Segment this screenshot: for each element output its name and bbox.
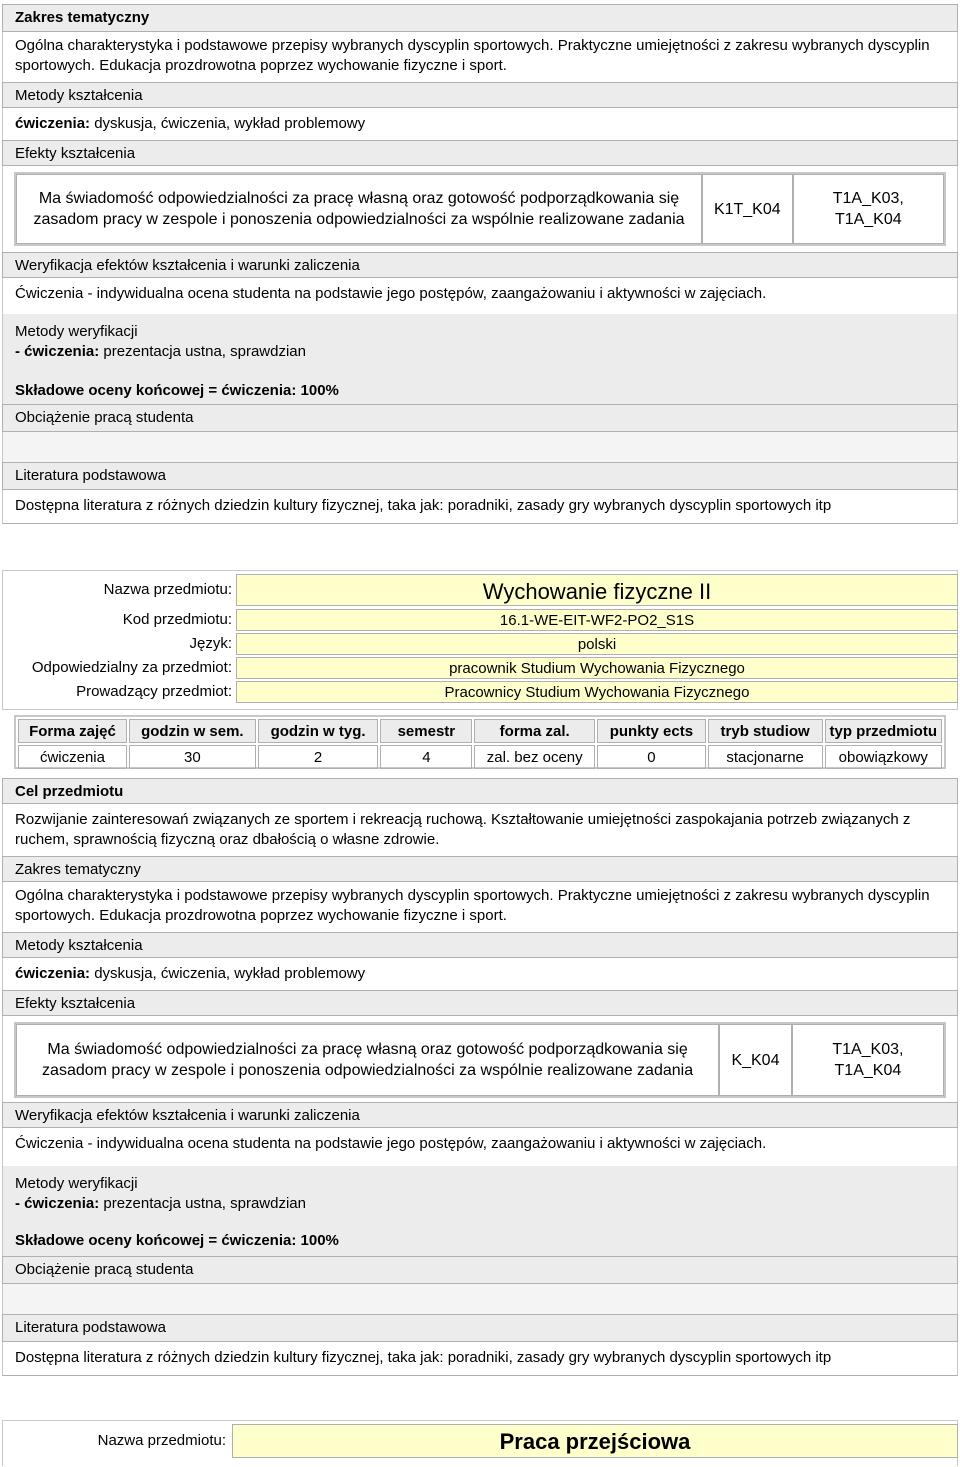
label-prowadzacy: Prowadzący przedmiot: <box>76 683 232 700</box>
metody-weryfikacji-block-2 <box>2 1166 958 1226</box>
weryfikacja-text-2: Ćwiczenia - indywidualna ocena studenta na podstawie jego postępów, zaangażowaniu i aktywności w zajęciach. <box>2 1128 958 1166</box>
course-info-table-frame <box>14 715 946 769</box>
th-tryb-studiow: tryb studiow <box>708 719 823 743</box>
cell-typ-przedmiotu: obowiązkowy <box>825 745 943 769</box>
efekt-description: Ma świadomość odpowiedzialności za pracę własną oraz gotowość podporządkowania się zasadom pracy w zespole i ponoszenia odpowiedzialności za wspólnie realizowane zadania <box>16 174 702 244</box>
th-semestr: semestr <box>380 719 472 743</box>
section-header-obciazenie: Obciążenie pracą studenta <box>2 404 958 432</box>
metody-weryfikacji-prefix: - <box>15 343 25 360</box>
metody-weryfikacji-label-2: ćwiczenia: <box>24 1195 100 1212</box>
section-header-literatura: Literatura podstawowa <box>2 462 958 490</box>
section-header-literatura-2: Literatura podstawowa <box>2 1314 958 1342</box>
cell-forma-zal: zal. bez oceny <box>474 745 595 769</box>
course-language: polski <box>236 633 958 655</box>
section-header-zakres-2: Zakres tematyczny <box>2 856 958 882</box>
th-godzin-tyg: godzin w tyg. <box>258 719 379 743</box>
cell-godzin-tyg: 2 <box>258 745 379 769</box>
efekt-table-2 <box>14 1022 946 1098</box>
metody-weryfikacji-label: ćwiczenia: <box>24 343 100 360</box>
metody-weryfikacji-value-2: prezentacja ustna, sprawdzian <box>99 1195 306 1212</box>
cell-semestr: 4 <box>380 745 472 769</box>
section-header-obciazenie-2: Obciążenie pracą studenta <box>2 1256 958 1284</box>
efekt-refs: T1A_K03, T1A_K04 <box>793 174 944 244</box>
th-punkty-ects: punkty ects <box>597 719 706 743</box>
course-info-header-row <box>18 719 942 743</box>
section-header-metody: Metody kształcenia <box>2 82 958 108</box>
obciazenie-body <box>2 432 958 462</box>
weryfikacja-text: Ćwiczenia - indywidualna ocena studenta na podstawie jego postępów, zaangażowaniu i aktywności w zajęciach. <box>2 278 958 314</box>
metody-label: ćwiczenia: <box>15 115 91 132</box>
section-header-zakres: Zakres tematyczny <box>2 4 958 32</box>
th-typ-przedmiotu: typ przedmiotu <box>825 719 943 743</box>
zakres-text: Ogólna charakterystyka i podstawowe przepisy wybranych dyscyplin sportowych. Praktyczne umiejętności z zakresu wybranych dyscyplin sportowych. Edukacja prozdrowotna poprzez wychowanie fizyczne i sport. <box>2 32 958 82</box>
th-forma-zajec: Forma zajęć <box>18 719 127 743</box>
cell-forma-zajec: ćwiczenia <box>18 745 127 769</box>
metody-weryfikacji-header: Metody weryfikacji <box>15 323 138 340</box>
section-header-metody-2: Metody kształcenia <box>2 932 958 958</box>
cell-godzin-sem: 30 <box>129 745 256 769</box>
zakres-text-2: Ogólna charakterystyka i podstawowe przepisy wybranych dyscyplin sportowych. Praktyczne umiejętności z zakresu wybranych dyscyplin sportowych. Edukacja prozdrowotna poprzez wychowanie fizyczne i sport. <box>2 882 958 932</box>
course-title: Wychowanie fizyczne II <box>236 574 958 606</box>
section-header-weryfikacja: Weryfikacja efektów kształcenia i warunki zaliczenia <box>2 252 958 278</box>
section-header-weryfikacja-2: Weryfikacja efektów kształcenia i warunki zaliczenia <box>2 1102 958 1128</box>
cell-tryb-studiow: stacjonarne <box>708 745 823 769</box>
metody-weryfikacji-value: prezentacja ustna, sprawdzian <box>99 343 306 360</box>
course-title-3: Praca przejściowa <box>232 1424 958 1458</box>
course-info-table <box>16 717 944 771</box>
section-header-cel: Cel przedmiotu <box>2 778 958 804</box>
metody-weryfikacji-prefix-2: - <box>15 1195 25 1212</box>
section-header-efekty: Efekty kształcenia <box>2 140 958 166</box>
literatura-text-2: Dostępna literatura z różnych dziedzin kultury fizycznej, taka jak: poradniki, zasady gry wybranych dyscyplin sportowych itp <box>2 1342 958 1376</box>
skladowe-oceny-2: Składowe oceny końcowej = ćwiczenia: 100% <box>2 1226 958 1256</box>
efekt-code: K1T_K04 <box>702 174 793 244</box>
th-forma-zal: forma zal. <box>474 719 595 743</box>
metody-value-2: dyskusja, ćwiczenia, wykład problemowy <box>90 965 366 982</box>
course-responsible: pracownik Studium Wychowania Fizycznego <box>236 657 958 679</box>
obciazenie-body-2 <box>2 1284 958 1314</box>
label-nazwa: Nazwa przedmiotu: <box>103 581 232 598</box>
metody-weryfikacji-text <box>15 342 945 362</box>
table-row <box>18 745 942 769</box>
efekt-table <box>14 172 946 246</box>
efekt-code-2: K_K04 <box>719 1024 792 1096</box>
label-jezyk: Język: <box>189 635 232 652</box>
metody-text <box>2 108 958 140</box>
label-odpowiedzialny: Odpowiedzialny za przedmiot: <box>31 659 232 676</box>
metody-weryfikacji-header-2: Metody weryfikacji <box>15 1175 138 1192</box>
metody-label-2: ćwiczenia: <box>15 965 91 982</box>
label-kod: Kod przedmiotu: <box>122 611 232 628</box>
efekt-refs-2: T1A_K03, T1A_K04 <box>792 1024 944 1096</box>
metody-text-2 <box>2 958 958 990</box>
th-godzin-sem: godzin w sem. <box>129 719 256 743</box>
efekt-description-2: Ma świadomość odpowiedzialności za pracę własną oraz gotowość podporządkowania się zasadom pracy w zespole i ponoszenia odpowiedzialności za wspólnie realizowane zadania <box>16 1024 719 1096</box>
label-nazwa-3: Nazwa przedmiotu: <box>97 1432 226 1449</box>
course-code: 16.1-WE-EIT-WF2-PO2_S1S <box>236 609 958 631</box>
literatura-text: Dostępna literatura z różnych dziedzin kultury fizycznej, taka jak: poradniki, zasady gry wybranych dyscyplin sportowych itp <box>2 490 958 524</box>
cel-text: Rozwijanie zainteresowań związanych ze sportem i rekreacją ruchową. Kształtowanie umiejętności zaspokajania potrzeb związanych z ruchem, sprawnością fizyczną oraz dbałością o własne zdrowie. <box>2 804 958 856</box>
metody-weryfikacji-text-2 <box>15 1194 945 1214</box>
course-teachers: Pracownicy Studium Wychowania Fizycznego <box>236 681 958 703</box>
metody-value: dyskusja, ćwiczenia, wykład problemowy <box>90 115 366 132</box>
cell-punkty-ects: 0 <box>597 745 706 769</box>
skladowe-oceny: Składowe oceny końcowej = ćwiczenia: 100% <box>2 376 958 404</box>
section-header-efekty-2: Efekty kształcenia <box>2 990 958 1016</box>
metody-weryfikacji-block <box>2 314 958 376</box>
